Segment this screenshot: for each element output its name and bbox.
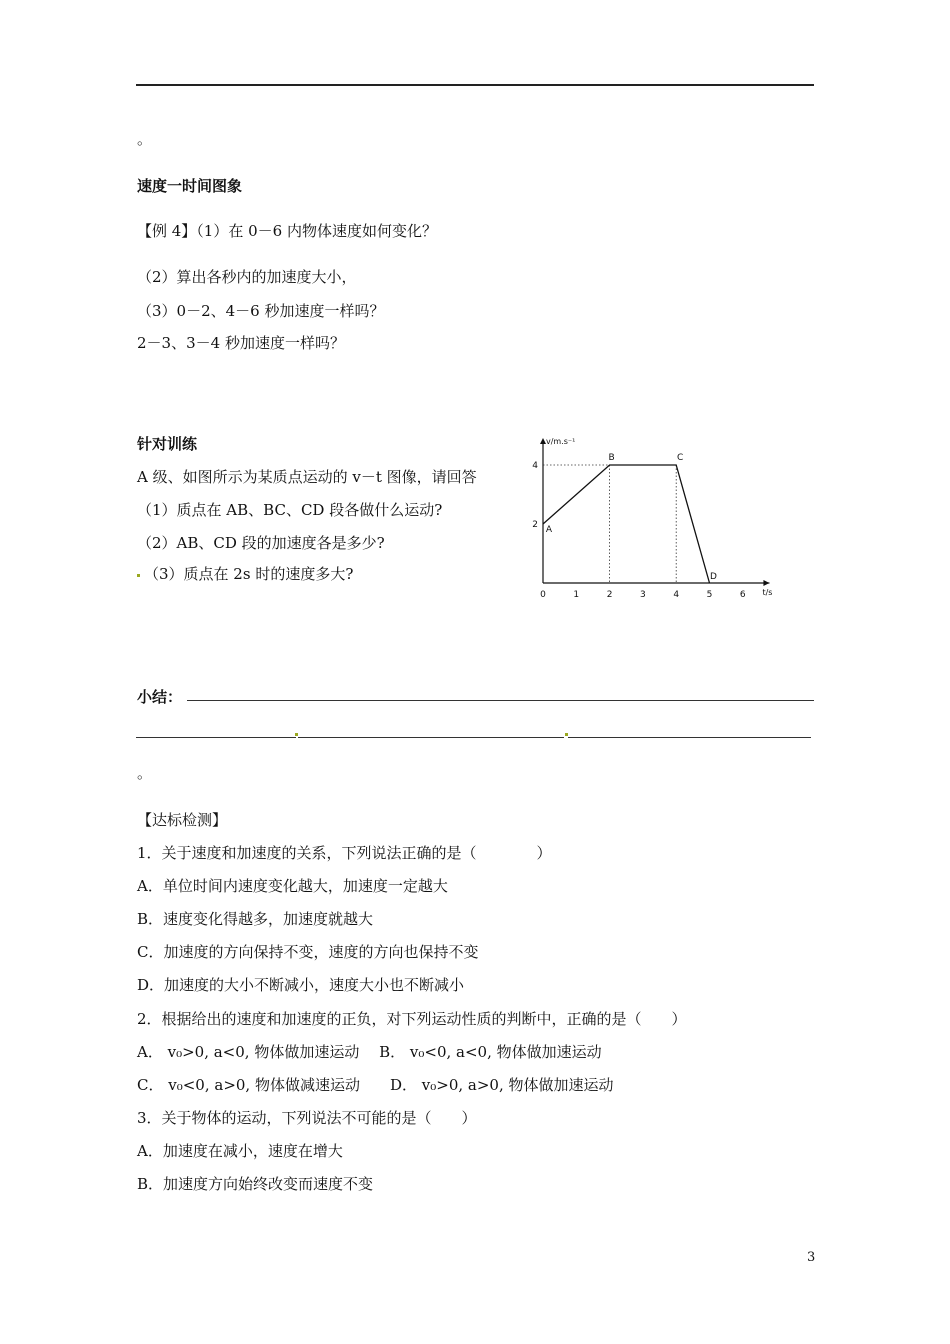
quiz-line: C． v₀<0, a>0, 物体做减速运动 D． v₀>0, a>0, 物体做加速运动 (137, 1076, 614, 1094)
quiz-line: B．加速度方向始终改变而速度不变 (137, 1175, 374, 1193)
practice-title: 针对训练 (137, 435, 198, 453)
quiz-line: D．加速度的大小不断减小，速度大小也不断减小 (137, 976, 465, 994)
section-title-vt: 速度一时间图象 (137, 177, 243, 195)
practice-line: （2）AB、CD 段的加速度各是多少? (137, 534, 385, 552)
x-tick-label: 0 (540, 590, 546, 600)
quiz-line: A．加速度在减小，速度在增大 (137, 1142, 343, 1160)
quiz-line: 2．根据给出的速度和加速度的正负，对下列运动性质的判断中，正确的是（ ） (137, 1010, 687, 1028)
x-tick-label: 5 (706, 590, 713, 600)
practice-line: （1）质点在 AB、BC、CD 段各做什么运动? (137, 501, 443, 519)
x-axis-arrow (763, 580, 769, 586)
x-tick-label: 1 (573, 590, 580, 600)
summary-end-mark: 。 (137, 764, 153, 782)
quiz-line: C．加速度的方向保持不变，速度的方向也保持不变 (137, 943, 479, 961)
x-tick-label: 6 (739, 590, 746, 600)
summary-blank (136, 737, 296, 738)
point-label: C (677, 453, 684, 463)
quiz-line: 3．关于物体的运动，下列说法不可能的是（ ） (137, 1109, 477, 1127)
x-tick-label: 3 (640, 590, 646, 600)
y-tick-label: 2 (532, 520, 538, 530)
practice-line: （3）质点在 2s 时的速度多大? (144, 565, 354, 583)
stray-dot (565, 733, 568, 736)
practice-line: A 级、如图所示为某质点运动的 v－t 图像，请回答 (137, 468, 477, 486)
quiz-line: 1．关于速度和加速度的关系，下列说法正确的是（ ） (137, 844, 552, 862)
quiz-title: 【达标检测】 (137, 811, 228, 829)
vt-chart (525, 432, 785, 607)
point-label: B (608, 453, 615, 463)
y-tick-label: 4 (532, 461, 538, 471)
example-line: （3）0－2、4－6 秒加速度一样吗？ (137, 302, 385, 320)
stray-dot (137, 574, 140, 577)
point-label: A (545, 525, 553, 535)
summary-blank (298, 737, 564, 738)
x-axis-label: t/s (762, 588, 773, 597)
y-axis-label: v/m.s⁻¹ (546, 437, 576, 446)
stray-dot (295, 733, 298, 736)
example-line: 【例 4】（1）在 0－6 内物体速度如何变化？ (137, 222, 437, 240)
summary-blank (187, 700, 814, 701)
quiz-line: A． v₀>0, a<0, 物体做加速运动 B． v₀<0, a<0, 物体做加速运动 (137, 1043, 602, 1061)
quiz-line: B．速度变化得越多，加速度就越大 (137, 910, 374, 928)
summary-blank (568, 737, 811, 738)
top-mark: 。 (137, 130, 153, 148)
summary-label: 小结： (137, 688, 183, 706)
point-label: D (710, 572, 717, 582)
x-tick-label: 2 (606, 590, 613, 600)
example-line: 2－3、3－4 秒加速度一样吗？ (137, 334, 345, 352)
x-tick-label: 4 (673, 590, 680, 600)
series-line (543, 465, 710, 583)
header-rule (136, 84, 814, 86)
page-number: 3 (807, 1250, 816, 1265)
quiz-line: A．单位时间内速度变化越大，加速度一定越大 (137, 877, 448, 895)
example-line: （2）算出各秒内的加速度大小， (137, 268, 357, 286)
